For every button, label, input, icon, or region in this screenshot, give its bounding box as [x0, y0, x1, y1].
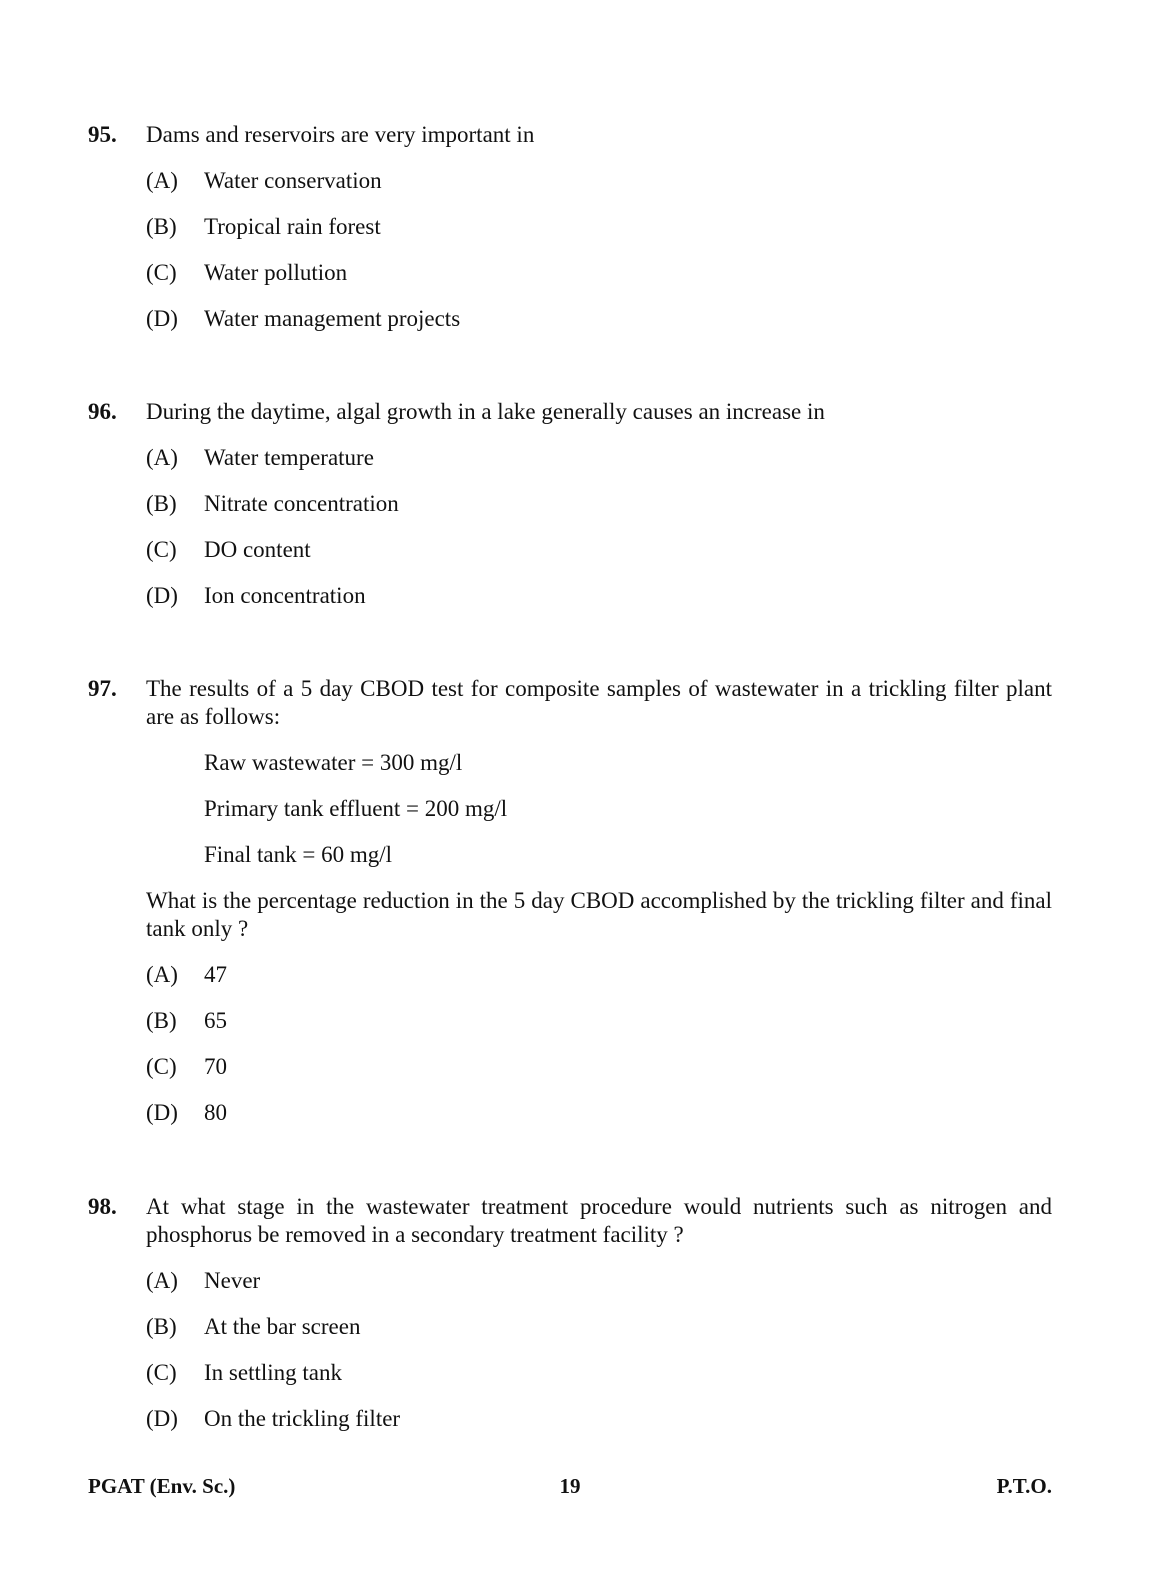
- footer-exam-code: PGAT (Env. Sc.): [88, 1474, 236, 1498]
- option-text: 65: [204, 1008, 227, 1033]
- question-text: During the daytime, algal growth in a lake generally causes an increase in: [146, 399, 825, 424]
- question-text: Dams and reservoirs are very important in: [146, 122, 535, 147]
- question-header: [88, 675, 1052, 731]
- option-a: [146, 167, 1052, 195]
- option-text: 70: [204, 1054, 227, 1079]
- question-96: [88, 398, 1052, 610]
- option-label: (C): [146, 537, 177, 562]
- option-label: (D): [146, 1406, 178, 1431]
- question-text: The results of a 5 day CBOD test for composite samples of wastewater in a trickling filter plant are as follows:: [146, 676, 1052, 729]
- option-label: (A): [146, 1268, 178, 1293]
- option-text: In settling tank: [204, 1360, 342, 1385]
- option-label: (B): [146, 1314, 177, 1339]
- option-text: Nitrate concentration: [204, 491, 399, 516]
- option-label: (C): [146, 1360, 177, 1385]
- question-95: [88, 121, 1052, 333]
- question-97: [88, 675, 1052, 1127]
- question-number: 96.: [88, 399, 117, 424]
- option-a: [146, 1267, 1052, 1295]
- question-header: [88, 398, 1052, 426]
- option-label: (B): [146, 1008, 177, 1033]
- option-label: (C): [146, 1054, 177, 1079]
- option-label: (D): [146, 583, 178, 608]
- option-label: (A): [146, 445, 178, 470]
- option-label: (D): [146, 1100, 178, 1125]
- question-text: At what stage in the wastewater treatment procedure would nutrients such as nitrogen and phosphorus be removed in a secondary treatment facility ?: [146, 1194, 1052, 1247]
- question-number: 98.: [88, 1194, 117, 1219]
- option-text: On the trickling filter: [204, 1406, 401, 1431]
- option-text: DO content: [204, 537, 311, 562]
- option-b: [146, 1007, 1052, 1035]
- question-header: [88, 121, 1052, 149]
- option-c: [146, 259, 1052, 287]
- option-label: (D): [146, 306, 178, 331]
- option-label: (B): [146, 214, 177, 239]
- question-98: [88, 1193, 1052, 1433]
- option-text: 80: [204, 1100, 227, 1125]
- option-label: (A): [146, 168, 178, 193]
- option-d: [146, 305, 1052, 333]
- option-b: [146, 213, 1052, 241]
- option-text: Water management projects: [204, 306, 461, 331]
- option-d: [146, 1405, 1052, 1433]
- option-label: (C): [146, 260, 177, 285]
- question-followup-text: What is the percentage reduction in the 5 day CBOD accomplished by the trickling filter and final tank only ?: [146, 888, 1052, 941]
- option-text: Water pollution: [204, 260, 348, 285]
- option-text: At the bar screen: [204, 1314, 361, 1339]
- question-number: 97.: [88, 676, 117, 701]
- footer-pto: P.T.O.: [996, 1474, 1052, 1498]
- option-d: [146, 582, 1052, 610]
- option-a: [146, 444, 1052, 472]
- data-line-primary-effluent: Primary tank effluent = 200 mg/l: [204, 796, 508, 821]
- option-label: (B): [146, 491, 177, 516]
- option-a: [146, 961, 1052, 989]
- data-line-final-tank: Final tank = 60 mg/l: [204, 842, 393, 867]
- option-b: [146, 490, 1052, 518]
- option-text: Never: [204, 1268, 261, 1293]
- option-text: 47: [204, 962, 227, 987]
- option-d: [146, 1099, 1052, 1127]
- option-label: (A): [146, 962, 178, 987]
- option-text: Ion concentration: [204, 583, 366, 608]
- option-text: Water conservation: [204, 168, 382, 193]
- option-c: [146, 1053, 1052, 1081]
- option-b: [146, 1313, 1052, 1341]
- question-number: 95.: [88, 122, 117, 147]
- option-c: [146, 536, 1052, 564]
- option-text: Water temperature: [204, 445, 374, 470]
- data-line-raw-wastewater: Raw wastewater = 300 mg/l: [204, 750, 463, 775]
- option-c: [146, 1359, 1052, 1387]
- question-header: [88, 1193, 1052, 1249]
- footer-page-number: 19: [559, 1474, 581, 1498]
- option-text: Tropical rain forest: [204, 214, 381, 239]
